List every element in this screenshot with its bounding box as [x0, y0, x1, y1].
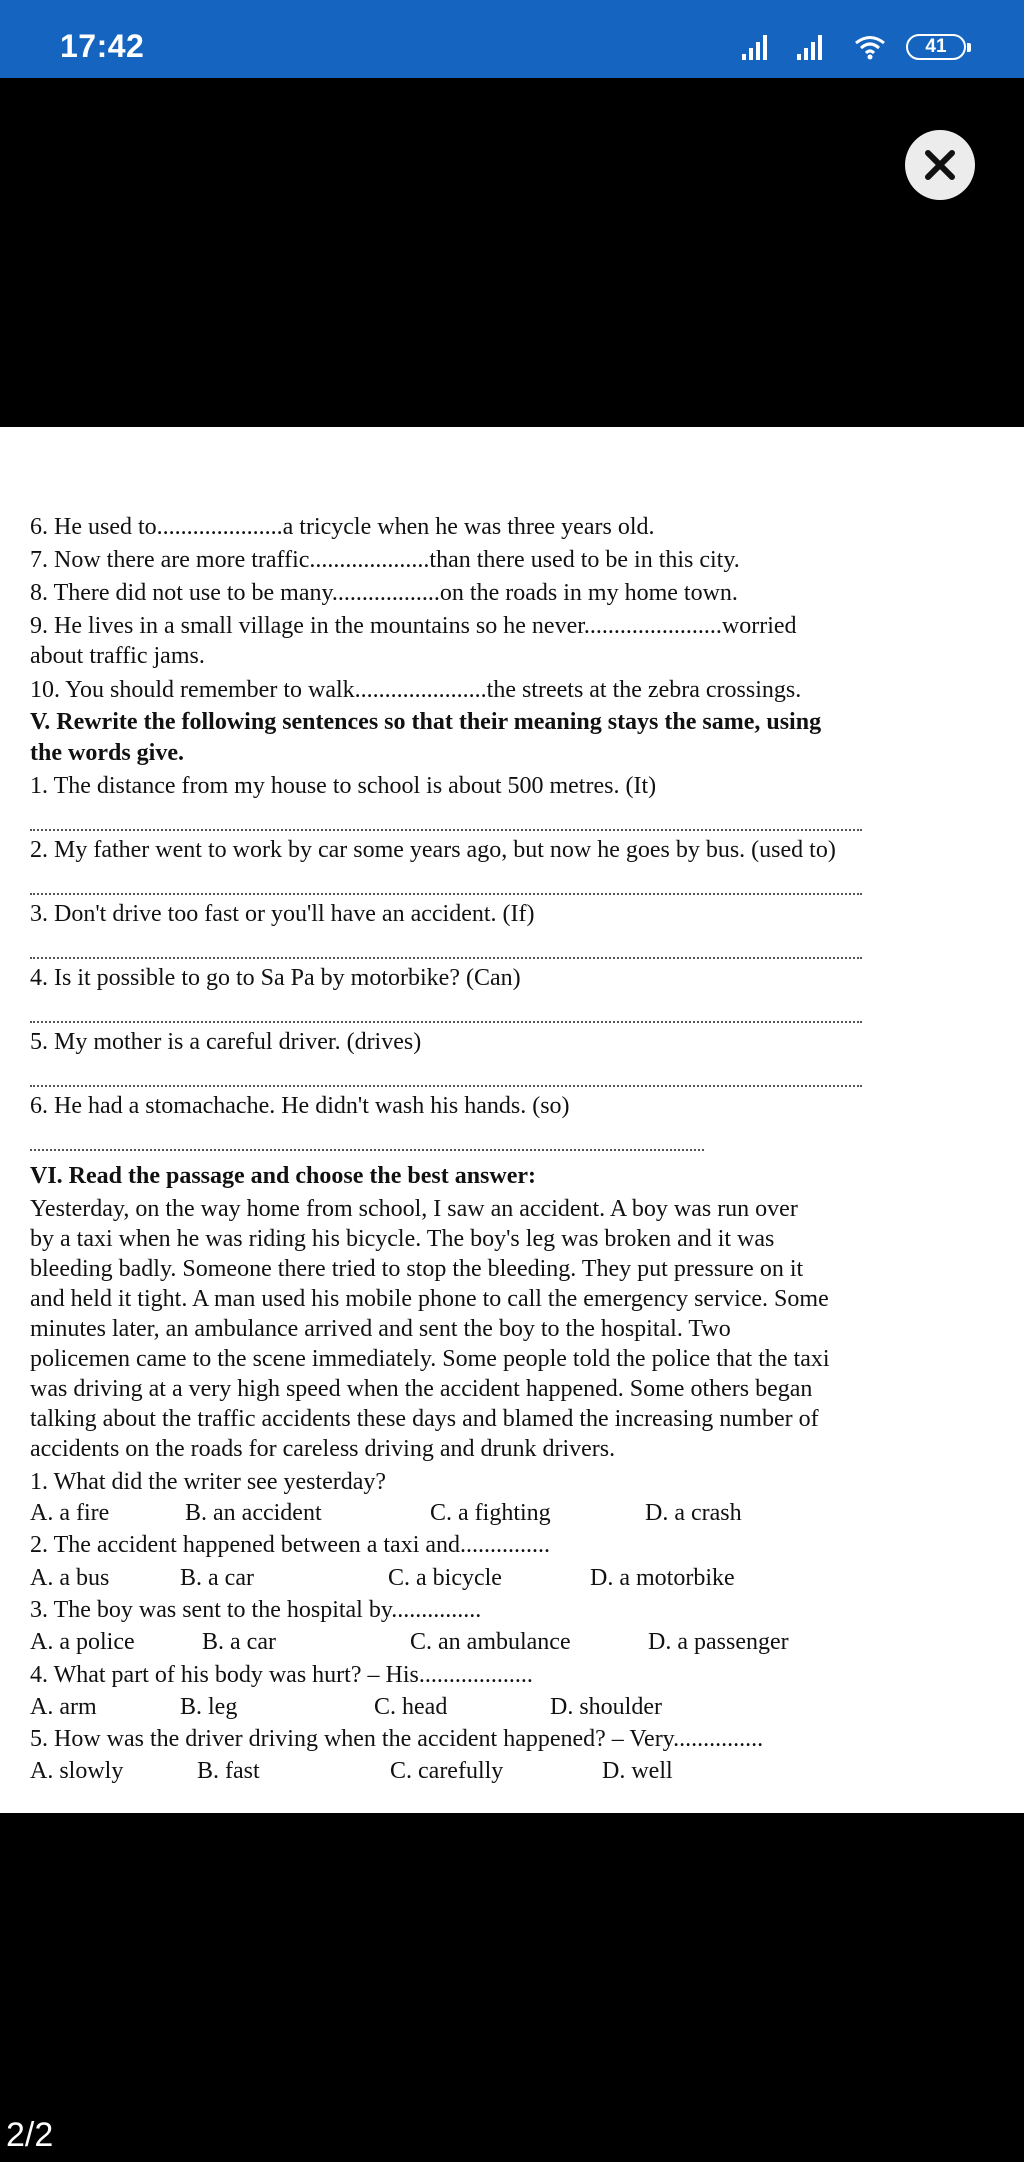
option-d: D. a motorbike	[590, 1565, 735, 1591]
exercise-item: 6. He used to.....................a tricycle when he was three years old.	[30, 514, 655, 540]
page-indicator: 2/2	[6, 2116, 54, 2154]
rewrite-item: 3. Don't drive too fast or you'll have an accident. (If)	[30, 901, 535, 927]
option-b: B. leg	[180, 1694, 238, 1720]
exercise-item-cont: about traffic jams.	[30, 643, 205, 669]
option-a: A. arm	[30, 1694, 97, 1720]
question: 5. How was the driver driving when the accident happened? – Very...............	[30, 1726, 764, 1752]
question: 2. The accident happened between a taxi and...............	[30, 1532, 551, 1558]
option-c: C. a fighting	[430, 1500, 551, 1526]
option-d: D. well	[602, 1758, 673, 1784]
section-heading-cont: the words give.	[30, 740, 184, 766]
answer-line	[30, 1149, 704, 1151]
option-c: C. a bicycle	[388, 1565, 502, 1591]
rewrite-item: 2. My father went to work by car some years ago, but now he goes by bus. (used to)	[30, 837, 836, 863]
option-b: B. a car	[202, 1629, 276, 1655]
passage-line: talking about the traffic accidents these days and blamed the increasing number of	[30, 1406, 819, 1432]
option-c: C. carefully	[390, 1758, 504, 1784]
passage-line: bleeding badly. Someone there tried to stop the bleeding. They put pressure on it	[30, 1256, 804, 1282]
signal-icon-sim2	[795, 30, 835, 62]
status-bar	[0, 0, 1024, 78]
close-button[interactable]	[905, 130, 975, 200]
answer-line	[30, 1085, 862, 1087]
option-a: A. a bus	[30, 1565, 110, 1591]
status-time: 17:42	[60, 28, 145, 64]
option-c: C. an ambulance	[410, 1629, 571, 1655]
rewrite-item: 1. The distance from my house to school is about 500 metres. (It)	[30, 773, 657, 799]
battery-level: 41	[925, 36, 947, 57]
option-d: D. shoulder	[550, 1694, 662, 1720]
option-b: B. an accident	[185, 1500, 322, 1526]
wifi-icon	[852, 30, 892, 62]
option-d: D. a passenger	[648, 1629, 789, 1655]
passage-line: accidents on the roads for careless driving and drunk drivers.	[30, 1436, 616, 1462]
passage-line: and held it tight. A man used his mobile phone to call the emergency service. Some	[30, 1286, 829, 1312]
exercise-item: 7. Now there are more traffic....................than there used to be in this city.	[30, 547, 740, 573]
passage-line: by a taxi when he was riding his bicycle. The boy's leg was broken and it was	[30, 1226, 775, 1252]
answer-line	[30, 829, 862, 831]
option-a: A. a fire	[30, 1500, 110, 1526]
passage-line: policemen came to the scene immediately. Some people told the police that the taxi	[30, 1346, 830, 1372]
exercise-item: 8. There did not use to be many..................on the roads in my home town.	[30, 580, 738, 606]
passage-line: Yesterday, on the way home from school, I saw an accident. A boy was run over	[30, 1196, 798, 1222]
option-b: B. a car	[180, 1565, 254, 1591]
close-icon	[923, 148, 957, 182]
answer-line	[30, 893, 862, 895]
rewrite-item: 4. Is it possible to go to Sa Pa by motorbike? (Can)	[30, 965, 521, 991]
option-b: B. fast	[197, 1758, 260, 1784]
rewrite-item: 5. My mother is a careful driver. (drives)	[30, 1029, 422, 1055]
question: 4. What part of his body was hurt? – His...................	[30, 1662, 533, 1688]
question: 3. The boy was sent to the hospital by...............	[30, 1597, 482, 1623]
exercise-item: 10. You should remember to walk......................the streets at the zebra crossings.	[30, 677, 802, 703]
section-heading: VI. Read the passage and choose the best answer:	[30, 1163, 537, 1189]
option-d: D. a crash	[645, 1500, 742, 1526]
option-c: C. head	[374, 1694, 448, 1720]
answer-line	[30, 1021, 862, 1023]
passage-line: minutes later, an ambulance arrived and sent the boy to the hospital. Two	[30, 1316, 731, 1342]
option-a: A. a police	[30, 1629, 135, 1655]
passage-line: was driving at a very high speed when the accident happened. Some others began	[30, 1376, 813, 1402]
battery-icon	[906, 34, 966, 60]
rewrite-item: 6. He had a stomachache. He didn't wash his hands. (so)	[30, 1093, 570, 1119]
document-page	[0, 427, 1024, 1813]
section-heading: V. Rewrite the following sentences so that their meaning stays the same, using	[30, 709, 822, 735]
signal-icon-sim1	[740, 30, 780, 62]
question: 1. What did the writer see yesterday?	[30, 1469, 387, 1495]
exercise-item: 9. He lives in a small village in the mountains so he never.......................worried	[30, 613, 797, 639]
option-a: A. slowly	[30, 1758, 124, 1784]
answer-line	[30, 957, 862, 959]
